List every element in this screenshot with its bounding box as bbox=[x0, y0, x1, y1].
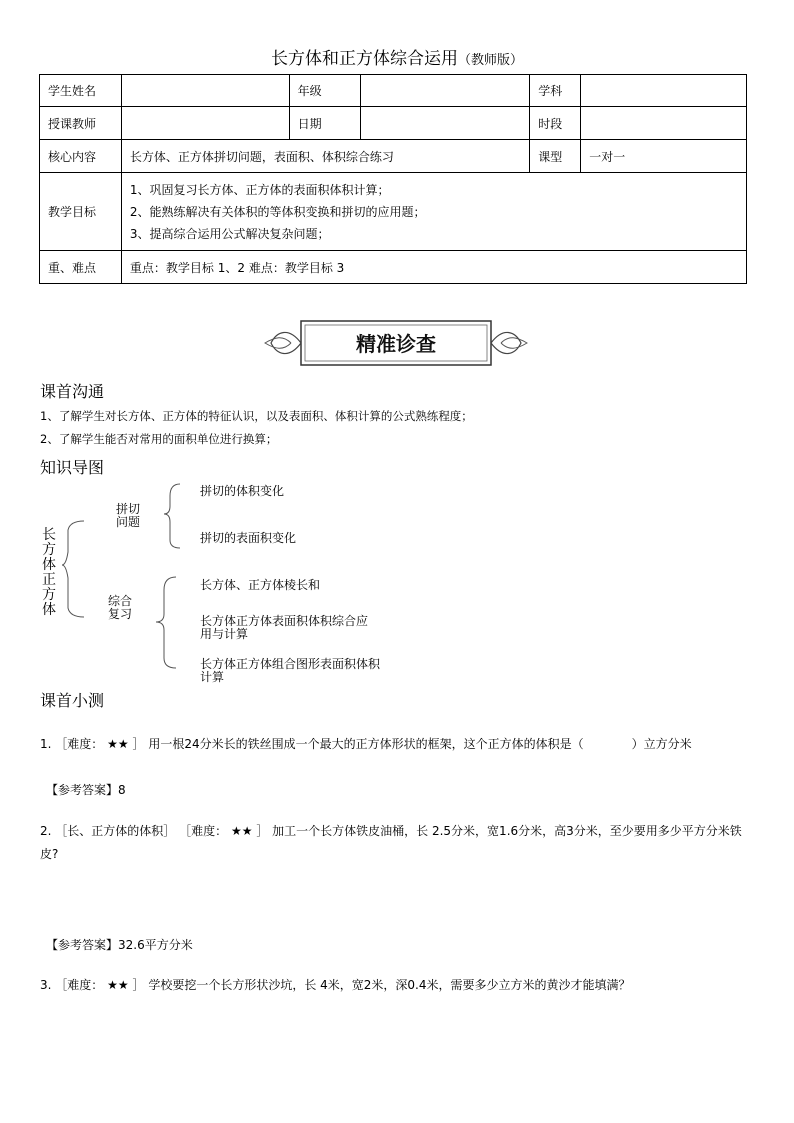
branch-splice-label bbox=[116, 503, 140, 529]
difficulty-stars-icon: ★★ bbox=[107, 737, 129, 751]
question-text: 用一根24分米长的铁丝围成一个最大的正方体形状的框架，这个正方体的体积是（ ）立方分米 bbox=[148, 737, 692, 751]
leaf-line: 长方体正方体表面积体积综合应 bbox=[200, 614, 369, 628]
lesson-type-value: 一对一 bbox=[581, 140, 747, 173]
intro-item: 1、了解学生对长方体、正方体的特征认识，以及表面积、体积计算的公式熟练程度； bbox=[40, 409, 473, 423]
question-number: 2. bbox=[40, 824, 52, 838]
leaf-line: 长方体正方体组合图形表面积体积 bbox=[200, 657, 381, 671]
branch-label-line: 复习 bbox=[108, 607, 133, 621]
leaf-line: 长方体、正方体棱长和 bbox=[200, 578, 321, 592]
difficulty-stars-icon: ★★ bbox=[107, 978, 129, 992]
leaf-line: 用与计算 bbox=[200, 627, 249, 641]
bracket-close: ］ bbox=[256, 824, 269, 838]
bracket-close: ］ bbox=[132, 978, 145, 992]
bracket-close: ］ bbox=[132, 737, 145, 751]
title-sub: （教师版） bbox=[457, 53, 523, 68]
leaf-line: 计算 bbox=[200, 670, 225, 684]
subject-label: 学科 bbox=[530, 75, 581, 107]
mindmap-leaf: 拼切的表面积变化 bbox=[200, 531, 297, 545]
teacher-label: 授课教师 bbox=[40, 107, 122, 140]
question-number: 3. bbox=[40, 978, 52, 992]
date-label: 日期 bbox=[289, 107, 360, 140]
question-number: 1. bbox=[40, 737, 52, 751]
question-text: 加工一个长方体铁皮油桶，长 2.5分米，宽1.6分米，高3分米，至少要用多少平方分米铁皮? bbox=[40, 824, 742, 861]
quiz-heading: 课首小测 bbox=[40, 691, 105, 710]
mindmap-leaf bbox=[200, 579, 320, 592]
topic-tag: ［长、正方体的体积］ bbox=[55, 824, 176, 838]
root-char: 方 bbox=[42, 542, 56, 558]
root-char: 体 bbox=[42, 557, 56, 573]
period-label: 时段 bbox=[530, 107, 581, 140]
title-main: 长方体和正方体综合运用 bbox=[270, 49, 458, 69]
mindmap-leaf: 拼切的体积变化 bbox=[200, 484, 285, 498]
difficulty-label: ［难度： bbox=[55, 737, 104, 751]
grade-label: 年级 bbox=[289, 75, 360, 107]
goal-item: 1、巩固复习长方体、正方体的表面积体积计算； bbox=[129, 182, 390, 197]
branch-label-line: 综合 bbox=[108, 594, 133, 608]
goals-label: 教学目标 bbox=[40, 173, 122, 251]
key-points-value: 重点：教学目标 1、2 难点：教学目标 3 bbox=[121, 251, 746, 284]
root-char: 体 bbox=[42, 602, 56, 618]
difficulty-label: ［难度： bbox=[179, 824, 228, 838]
question-3 bbox=[40, 974, 754, 997]
lesson-type-label: 课型 bbox=[530, 140, 581, 173]
mindmap-leaf bbox=[200, 615, 368, 641]
answer-2: 【参考答案】32.6平方分米 bbox=[46, 938, 193, 952]
root-char: 长 bbox=[42, 527, 56, 543]
branch-label-line: 问题 bbox=[116, 515, 141, 529]
branch-review-label bbox=[108, 595, 132, 621]
goal-item: 2、能熟练解决有关体积的等体积变换和拼切的应用题； bbox=[129, 204, 426, 219]
difficulty-stars-icon: ★★ bbox=[230, 824, 253, 838]
difficulty-label: ［难度： bbox=[55, 978, 104, 992]
question-text: 学校要挖一个长方形状沙坑，长 4米，宽2米，深0.4米，需要多少立方米的黄沙才能填满？ bbox=[148, 978, 631, 992]
root-char: 正 bbox=[42, 572, 56, 588]
goal-item: 3、提高综合运用公式解决复杂问题； bbox=[129, 226, 330, 241]
core-content-value: 长方体、正方体拼切问题，表面积、体积综合练习 bbox=[121, 140, 529, 173]
intro-heading: 课首沟通 bbox=[40, 382, 105, 401]
mindmap-leaf bbox=[200, 658, 380, 684]
intro-item: 2、了解学生能否对常用的面积单位进行换算； bbox=[40, 432, 278, 446]
branch-label-line: 拼切 bbox=[116, 502, 141, 516]
question-1 bbox=[40, 733, 754, 756]
mindmap-root bbox=[42, 528, 54, 618]
answer-1: 【参考答案】8 bbox=[46, 783, 126, 797]
banner-text: 精准诊查 bbox=[356, 332, 436, 356]
student-name-label: 学生姓名 bbox=[40, 75, 122, 107]
root-char: 方 bbox=[42, 587, 56, 603]
key-points-label: 重、难点 bbox=[40, 251, 122, 284]
question-2 bbox=[40, 820, 754, 866]
mindmap-heading: 知识导图 bbox=[40, 458, 105, 477]
core-content-label: 核心内容 bbox=[40, 140, 122, 173]
